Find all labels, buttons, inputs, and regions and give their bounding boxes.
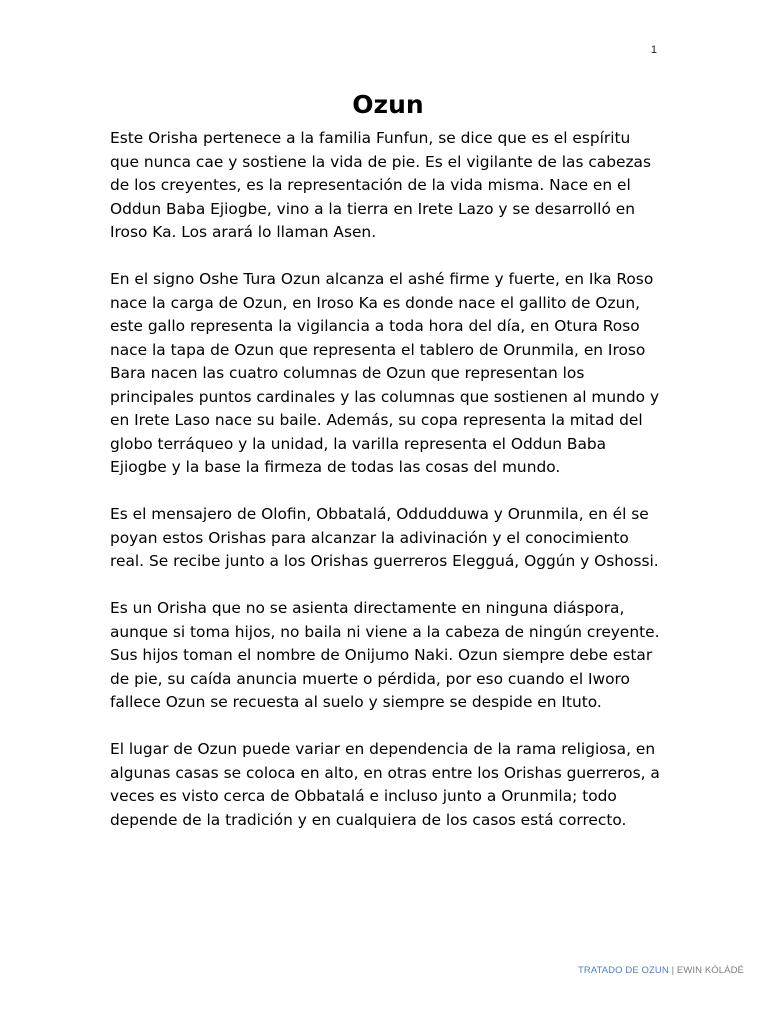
paragraph: En el signo Oshe Tura Ozun alcanza el ashé firme y fuerte, en Ika Roso nace la carga de Ozun, en Iroso Ka es donde nace el gallito de Ozun, este gallo representa la vigilancia a toda hora del día, en Otura Roso nace la tapa de Ozun que representa el tablero de Orunmila, en Iroso Bara nacen las cuatro columnas de Ozun que representan los principales puntos cardinales y las columnas que sostienen al mundo y en Irete Laso nace su baile. Además, su copa representa la mitad del globo terráqueo y la unidad, la varilla representa el Oddun Baba Ejiogbe y la base la firmeza de todas las cosas del mundo.: [110, 270, 660, 476]
footer-document-title: TRATADO DE OZUN: [577, 965, 669, 976]
page-title: Ozun: [352, 90, 424, 119]
footer-separator: |: [671, 965, 675, 976]
page-footer: [578, 965, 744, 976]
paragraph: Este Orisha pertenece a la familia Funfun, se dice que es el espíritu que nunca cae y sostiene la vida de pie. Es el vigilante de las cabezas de los creyentes, es la representación de la vida misma. Nace en el Oddun Baba Ejiogbe, vino a la tierra en Irete Lazo y se desarrolló en Iroso Ka. Los arará lo llaman Asen.: [110, 129, 652, 241]
paragraph: El lugar de Ozun puede variar en dependencia de la rama religiosa, en algunas casas se coloca en alto, en otras entre los Orishas guerreros, a veces es visto cerca de Obbatalá e incluso junto a Orunmila; todo depende de la tradición y en cualquiera de los casos está correcto.: [110, 740, 660, 829]
body-text: [110, 127, 662, 856]
paragraph: Es un Orisha que no se asienta directamente en ninguna diáspora, aunque si toma hijos, no baila ni viene a la cabeza de ningún creyente. Sus hijos toman el nombre de Onijumo Naki. Ozun siempre debe estar de pie, su caída anuncia muerte o pérdida, por eso cuando el Iworo fallece Ozun se recuesta al suelo y siempre se despide en Ituto.: [110, 599, 660, 711]
paragraph: Es el mensajero de Olofin, Obbatalá, Oddudduwa y Orunmila, en él se poyan estos Orishas para alcanzar la adivinación y el conocimiento real. Se recibe junto a los Orishas guerreros Elegguá, Oggún y Oshossi.: [110, 505, 659, 570]
page-number: 1: [650, 44, 657, 56]
footer-author: EWIN KÓLÁDÉ: [676, 965, 744, 976]
